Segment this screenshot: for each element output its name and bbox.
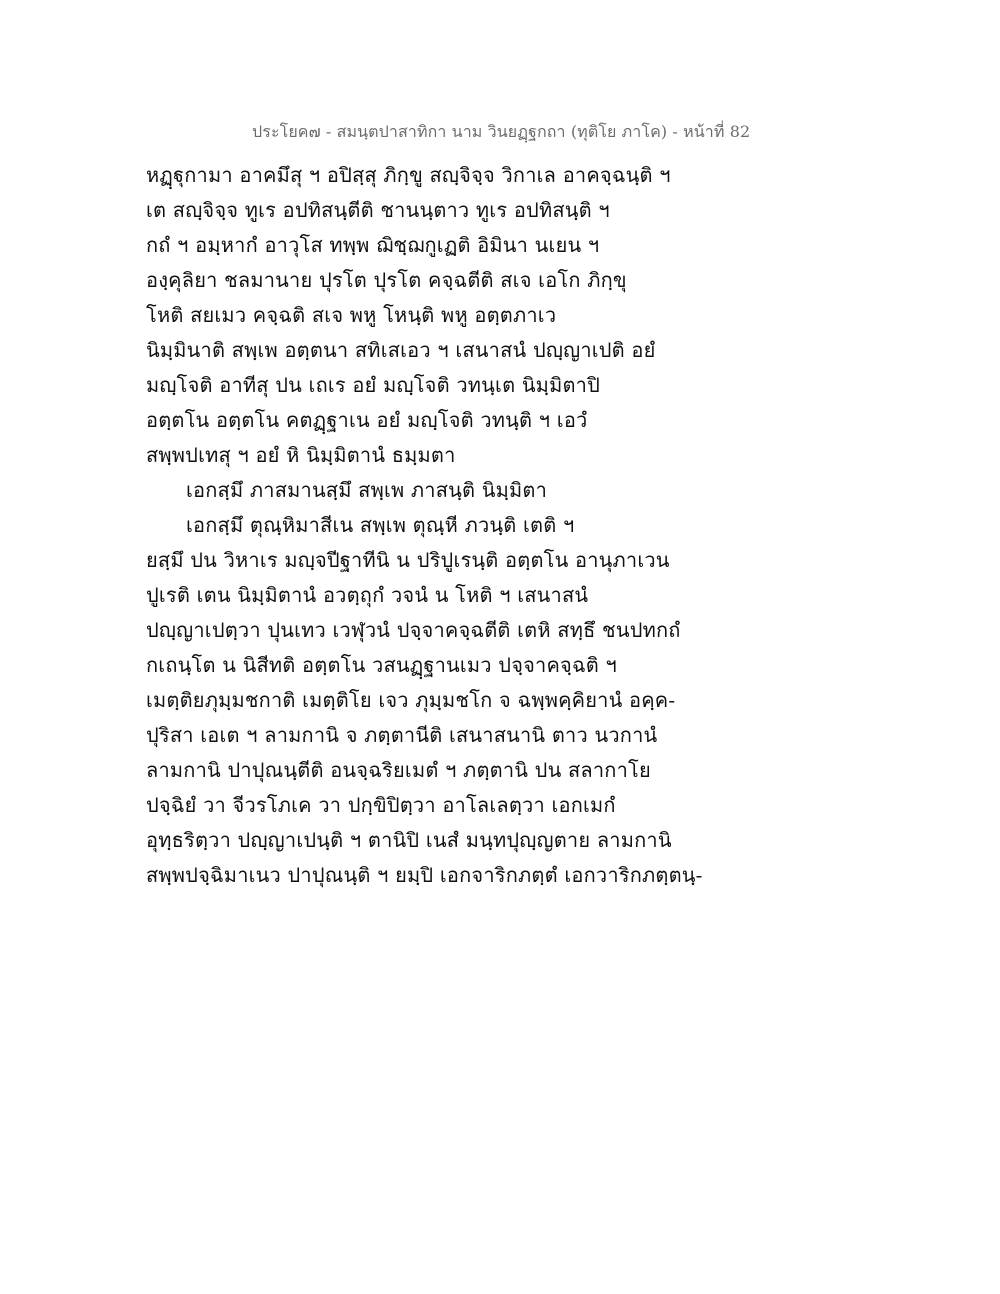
- text-line-21: สพฺพปจฺฉิมาเนว ปาปุณนฺติ ฯ ยมฺปิ เอกจาริกภตฺตํ เอกวาริกภตฺตนฺ-: [146, 863, 703, 887]
- body-text: [146, 160, 746, 895]
- text-line-7: มญฺโจติ อาทีสุ ปน เถเร อยํ มญฺโจติ วทนฺเต นิมฺมิตาปิ: [146, 373, 600, 397]
- text-line-3: กถํ ฯ อมฺหากํ อาวุโส ทพฺพ ฌิชฺฌกูเฏติ อิมินา นเยน ฯ: [146, 233, 600, 257]
- text-line-8: อตฺตโน อตฺตโน คตฏฺฐาเน อยํ มญฺโจติ วทนฺติ ฯ เอวํ: [146, 408, 588, 432]
- text-line-13: ปูเรติ เตน นิมฺมิตานํ อวตฺถุกํ วจนํ น โหติ ฯ เสนาสนํ: [146, 583, 589, 607]
- verse-line-1: เอกสฺมึ ภาสมานสฺมึ สพฺเพ ภาสนฺติ นิมฺมิตา: [186, 478, 548, 502]
- text-line-12: ยสฺมึ ปน วิหาเร มญฺจปีฐาทีนิ น ปริปูเรนฺติ อตฺตโน อานุภาเวน: [146, 548, 670, 572]
- text-line-19: ปจฺฉิยํ วา จีวรโภเค วา ปกฺขิปิตฺวา อาโลเลตฺวา เอกเมกํ: [146, 793, 616, 817]
- text-line-15: กเถนฺโต น นิสีทติ อตฺตโน วสนฏฺฐานเมว ปจฺจาคจฺฉติ ฯ: [146, 653, 617, 677]
- page-header: ประโยค๗ - สมนฺตปาสาทิกา นาม วินยฏฺฐกถา (ทุติโย ภาโค) - หน้าที่ 82: [252, 122, 751, 141]
- text-line-2: เต สญฺจิจฺจ ทูเร อปทิสนฺตีติ ชานนฺตาว ทูเร อปทิสนฺติ ฯ: [146, 198, 610, 222]
- text-line-4: องฺคุลิยา ชลมานาย ปุรโต ปุรโต คจฺฉตีติ สเจ เอโก ภิกฺขุ: [146, 268, 627, 292]
- text-line-6: นิมฺมินาติ สพฺเพ อตฺตนา สทิเสเอว ฯ เสนาสนํ ปญฺญาเปติ อยํ: [146, 338, 656, 362]
- text-line-1: หฏฺฐุกามา อาคมึสุ ฯ อปิสฺสุ ภิกฺขู สญฺจิจฺจ วิกาเล อาคจฺฉนฺติ ฯ: [146, 163, 671, 187]
- text-line-20: อุทฺธริตฺวา ปญฺญาเปนฺติ ฯ ตานิปิ เนสํ มนฺทปุญฺญตาย ลามกานิ: [146, 828, 672, 852]
- text-line-5: โหติ สยเมว คจฺฉติ สเจ พหู โหนฺติ พหู อตฺตภาเว: [146, 303, 557, 327]
- text-line-16: เมตฺติยภุมฺมชกาติ เมตฺติโย เจว ภุมฺมชโก จ ฉพฺพคฺคิยานํ อคฺค-: [146, 688, 676, 712]
- text-line-17: ปุริสา เอเต ฯ ลามกานิ จ ภตฺตานีติ เสนาสนานิ ตาว นวกานํ: [146, 723, 658, 747]
- text-line-14: ปญฺญาเปตฺวา ปุนเทว เวฬุวนํ ปจฺจาคจฺฉตีติ เตหิ สทฺธึ ชนปทกถํ: [146, 618, 681, 642]
- text-line-9: สพฺพปเทสุ ฯ อยํ หิ นิมฺมิตานํ ธมฺมตา: [146, 443, 456, 467]
- text-line-18: ลามกานิ ปาปุณนฺตีติ อนจฺฉริยเมตํ ฯ ภตฺตานิ ปน สลากาโย: [146, 758, 651, 782]
- verse-line-2: เอกสฺมึ ตุณฺหิมาสีเน สพฺเพ ตุณฺหี ภวนฺติ เตติ ฯ: [186, 513, 575, 537]
